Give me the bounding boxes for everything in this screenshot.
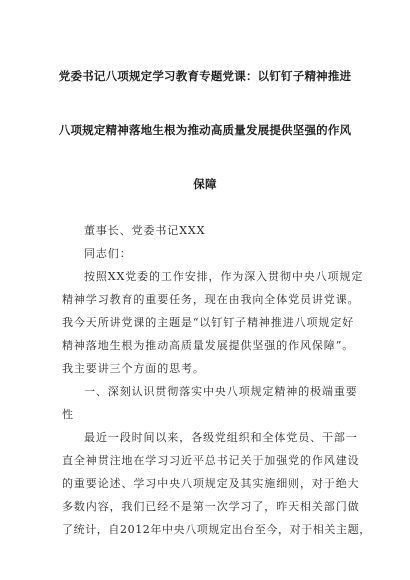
body-line: 我主要讲三个方面的思考。 xyxy=(62,362,205,375)
section-heading-1-continued: 性 xyxy=(62,408,74,421)
section-heading-1: 一、深刻认识贯彻落实中央八项规定精神的极端重要 xyxy=(84,385,358,398)
document-title-line-1: 党委书记八项规定学习教育专题党课：以钉钉子精神推进 xyxy=(58,69,352,83)
body-line: 精神学习教育的重要任务，现在由我向全体党员讲党课。 xyxy=(62,293,360,306)
document-title-line-2: 八项规定精神落地生根为推动高质量发展提供坚强的作风 xyxy=(58,123,352,137)
body-line: 的重要论述、学习中央八项规定及其实施细则，对于绝大 xyxy=(62,477,360,490)
speaker-line: 董事长、党委书记XXX xyxy=(84,224,206,237)
body-line: 精神落地生根为推动高质量发展提供坚强的作风保障”。 xyxy=(62,339,355,352)
body-line: 我今天所讲党课的主题是“以钉钉子精神推进八项规定好 xyxy=(62,316,355,329)
body-line: 了统计，自2012年中央八项规定出台至今，对于相关主题， xyxy=(62,523,371,536)
body-line: 直全神贯注地在学习习近平总书记关于加强党的作风建设 xyxy=(62,454,360,467)
body-line: 多数内容，我们已经不是第一次学习了，昨天相关部门做 xyxy=(62,500,360,513)
document-title-line-3: 保障 xyxy=(193,177,217,191)
salutation: 同志们： xyxy=(84,247,132,260)
body-line: 最近一段时间以来，各级党组织和全体党员、干部一 xyxy=(84,431,358,444)
body-line: 按照XX党委的工作安排，作为深入贯彻中央八项规定 xyxy=(84,270,364,283)
